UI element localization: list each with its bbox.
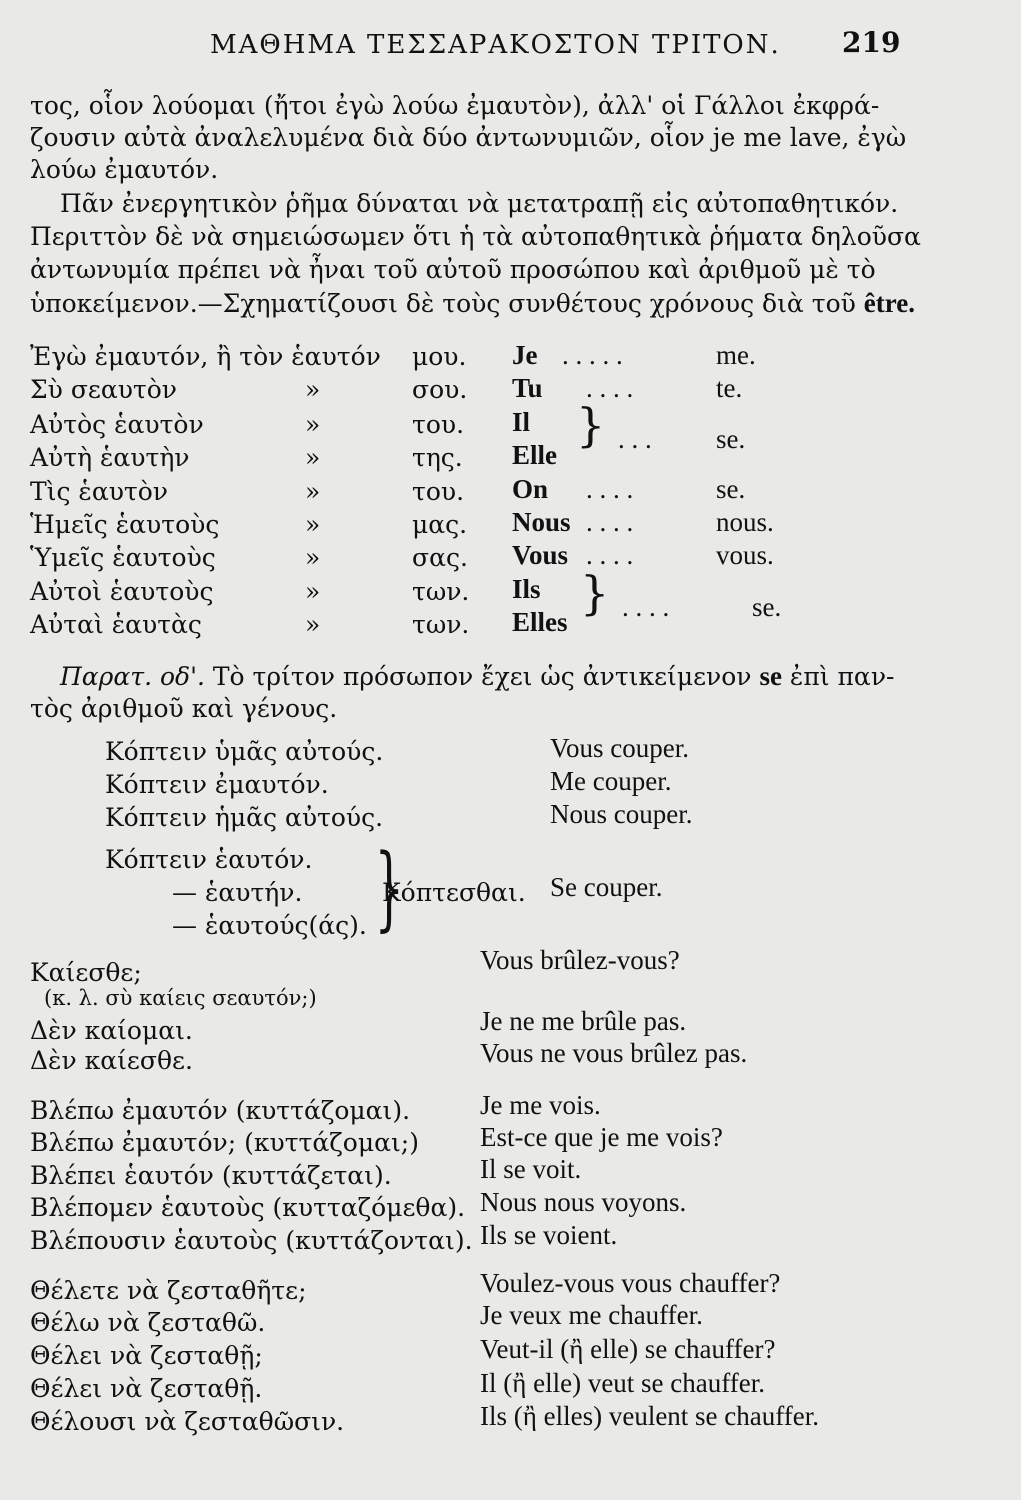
see-fr: Ils se voient. <box>480 1220 618 1250</box>
warm-gr: Θέλει νὰ ζεσταθῇ. <box>30 1374 263 1403</box>
table-row-gen: σας. <box>412 543 468 572</box>
intro-line-7 <box>30 287 915 320</box>
cut-group-middle: Κόπτεσθαι. <box>382 878 526 907</box>
note-label: Παρατ. οδ'. <box>60 662 205 691</box>
table-row-fr: Elle <box>512 440 557 470</box>
example-fr: Vous couper. <box>550 733 689 763</box>
warm-gr: Θέλετε νὰ ζεσταθῆτε; <box>30 1276 307 1305</box>
page-header: ΜΑΘΗΜΑ ΤΕΣΣΑΡΑΚΟΣΤΟΝ ΤΡΙΤΟΝ. <box>210 30 781 60</box>
table-row-gen: των. <box>412 577 470 606</box>
table-row-gr: Αὐτὸς ἑαυτὸν <box>30 410 204 439</box>
warm-gr: Θέλω νὰ ζεσταθῶ. <box>30 1308 266 1337</box>
warm-fr: Il (ἢ elle) veut se chauffer. <box>480 1368 765 1398</box>
table-row-dots: . . . . . <box>562 340 623 370</box>
example-fr: Me couper. <box>550 766 672 796</box>
group-il-elle-dots: . . . <box>618 424 652 454</box>
table-row-refl: vous. <box>716 540 774 570</box>
note-text-end: ἐπὶ παν- <box>789 662 895 691</box>
example-gr: Κόπτειν ὑμᾶς αὐτούς. <box>105 737 384 766</box>
warm-gr: Θέλουσι νὰ ζεσταθῶσιν. <box>30 1407 345 1436</box>
table-row-mark: » <box>305 510 321 539</box>
intro-line-5: Περιττὸν δὲ νὰ σημειώσωμεν ὅτι ἡ τὰ αὐτοπαθητικὰ ῥήματα δηλοῦσα <box>30 222 921 251</box>
example-gr: Κόπτειν ἡμᾶς αὐτούς. <box>105 803 384 832</box>
table-row-fr: Elles <box>512 607 568 637</box>
burn-fr: Vous brûlez-vous? <box>480 945 680 975</box>
table-row-gr: Ἡμεῖς ἑαυτοὺς <box>30 510 220 539</box>
table-row-refl: nous. <box>716 507 774 537</box>
example-gr: Κόπτειν ἐμαυτόν. <box>105 770 329 799</box>
see-gr: Βλέπει ἑαυτόν (κυττάζεται). <box>30 1161 392 1190</box>
see-gr: Βλέπομεν ἑαυτοὺς (κυτταζόμεθα). <box>30 1193 466 1222</box>
table-row-refl: me. <box>716 340 756 370</box>
table-row-fr: On <box>512 474 549 504</box>
warm-fr: Veut-il (ἢ elle) se chauffer? <box>480 1334 776 1364</box>
see-fr: Je me vois. <box>480 1090 601 1120</box>
table-row-gr: Αὐτὴ ἑαυτὴν <box>30 443 190 472</box>
table-row-fr: Ils <box>512 574 541 604</box>
cut-group-line: Κόπτειν ἑαυτόν. <box>105 845 313 874</box>
see-gr: Βλέπουσιν ἑαυτοὺς (κυττάζονται). <box>30 1226 473 1255</box>
table-row-dots: . . . . <box>586 540 634 570</box>
intro-line-2: ζουσιν αὐτὰ ἀναλελυμένα διὰ δύο ἀντωνυμιῶν, οἷον je me lave, ἐγὼ <box>30 123 907 152</box>
table-row-refl: te. <box>716 373 743 403</box>
group-il-elle-refl: se. <box>716 424 746 454</box>
table-row-fr: Nous <box>512 507 571 537</box>
table-row-mark: » <box>305 610 321 639</box>
table-row-gen: της. <box>412 443 463 472</box>
table-row-gr: Σὺ σεαυτὸν <box>30 375 177 404</box>
burn-fr: Je ne me brûle pas. <box>480 1006 687 1036</box>
burn-gr: Δὲν καίεσθε. <box>30 1046 193 1075</box>
note-french: se <box>759 661 782 691</box>
intro-line-4: Πᾶν ἐνεργητικὸν ῥῆμα δύναται νὰ μετατραπῇ εἰς αὐτοπαθητικόν. <box>60 189 899 218</box>
brace-ils-elles: } <box>580 566 610 620</box>
table-row-gen: σου. <box>412 375 468 404</box>
warm-gr: Θέλει νὰ ζεσταθῇ; <box>30 1341 263 1370</box>
page-number: 219 <box>842 26 901 59</box>
note-line-1 <box>60 660 894 693</box>
warm-fr: Je veux me chauffer. <box>480 1300 703 1330</box>
table-row-fr: Tu <box>512 373 543 403</box>
group-ils-elles-dots: . . . . <box>622 592 670 622</box>
brace-il-elle: } <box>576 398 606 452</box>
intro-line-3: λούω ἐμαυτόν. <box>30 155 219 184</box>
table-row-gen: των. <box>412 610 470 639</box>
table-row-mark: » <box>305 443 321 472</box>
table-row-gr: Ἐγὼ ἐμαυτόν, ἢ τὸν ἑαυτόν <box>30 342 381 371</box>
note-text: Τὸ τρίτον πρόσωπον ἔχει ὡς ἀντικείμενον <box>212 662 752 691</box>
burn-gr-aside: (κ. λ. σὺ καίεις σεαυτόν;) <box>44 986 317 1010</box>
table-row-gr: Ὑμεῖς ἑαυτοὺς <box>30 543 216 572</box>
table-row-gen: του. <box>412 477 465 506</box>
intro-line-1: τος, οἷον λούομαι (ἤτοι ἐγὼ λούω ἐμαυτὸν), ἀλλ' οἱ Γάλλοι ἐκφρά- <box>30 91 880 120</box>
table-row-dots: . . . . <box>586 373 634 403</box>
burn-gr: Καίεσθε; <box>30 958 142 987</box>
warm-fr: Voulez-vous vous chauffer? <box>480 1268 781 1298</box>
cut-group-line: — ἑαυτήν. <box>172 878 303 907</box>
see-fr: Est-ce que je me vois? <box>480 1122 723 1152</box>
table-row-mark: » <box>305 543 321 572</box>
table-row-gen: μου. <box>412 342 467 371</box>
intro-line-7-text: ὑποκείμενον.—Σχηματίζουσι δὲ τοὺς συνθέτους χρόνους διὰ τοῦ <box>30 289 856 318</box>
table-row-gen: μας. <box>412 510 468 539</box>
note-line-2: τὸς ἀριθμοῦ καὶ γένους. <box>30 694 338 723</box>
see-fr: Nous nous voyons. <box>480 1187 687 1217</box>
table-row-refl: se. <box>716 474 746 504</box>
table-row-gr: Τὶς ἑαυτὸν <box>30 477 169 506</box>
table-row-fr: Il <box>512 407 531 437</box>
table-row-mark: » <box>305 477 321 506</box>
intro-line-7-french: être. <box>863 288 915 318</box>
see-gr: Βλέπω ἐμαυτόν (κυττάζομαι). <box>30 1096 411 1125</box>
table-row-mark: » <box>305 375 321 404</box>
table-row-fr: Vous <box>512 540 569 570</box>
see-gr: Βλέπω ἐμαυτόν; (κυττάζομαι;) <box>30 1128 419 1157</box>
example-fr: Nous couper. <box>550 799 693 829</box>
burn-gr: Δὲν καίομαι. <box>30 1016 193 1045</box>
group-ils-elles-refl: se. <box>752 592 782 622</box>
burn-fr: Vous ne vous brûlez pas. <box>480 1038 748 1068</box>
table-row-gr: Αὐταὶ ἑαυτὰς <box>30 610 202 639</box>
warm-fr: Ils (ἢ elles) veulent se chauffer. <box>480 1401 819 1431</box>
intro-line-6: ἀντωνυμία πρέπει νὰ ἦναι τοῦ αὐτοῦ προσώπου καὶ ἀριθμοῦ μὲ τὸ <box>30 255 876 284</box>
table-row-dots: . . . . <box>586 474 634 504</box>
table-row-dots: . . . . <box>586 507 634 537</box>
brace-cut-group: } <box>374 834 404 941</box>
table-row-gr: Αὐτοὶ ἑαυτοὺς <box>30 577 214 606</box>
table-row-fr: Je <box>512 340 538 370</box>
table-row-mark: » <box>305 577 321 606</box>
see-fr: Il se voit. <box>480 1154 582 1184</box>
table-row-mark: » <box>305 410 321 439</box>
cut-group-line: — ἑαυτούς(άς). <box>172 911 367 940</box>
cut-group-fr: Se couper. <box>550 872 663 902</box>
table-row-gen: του. <box>412 410 465 439</box>
